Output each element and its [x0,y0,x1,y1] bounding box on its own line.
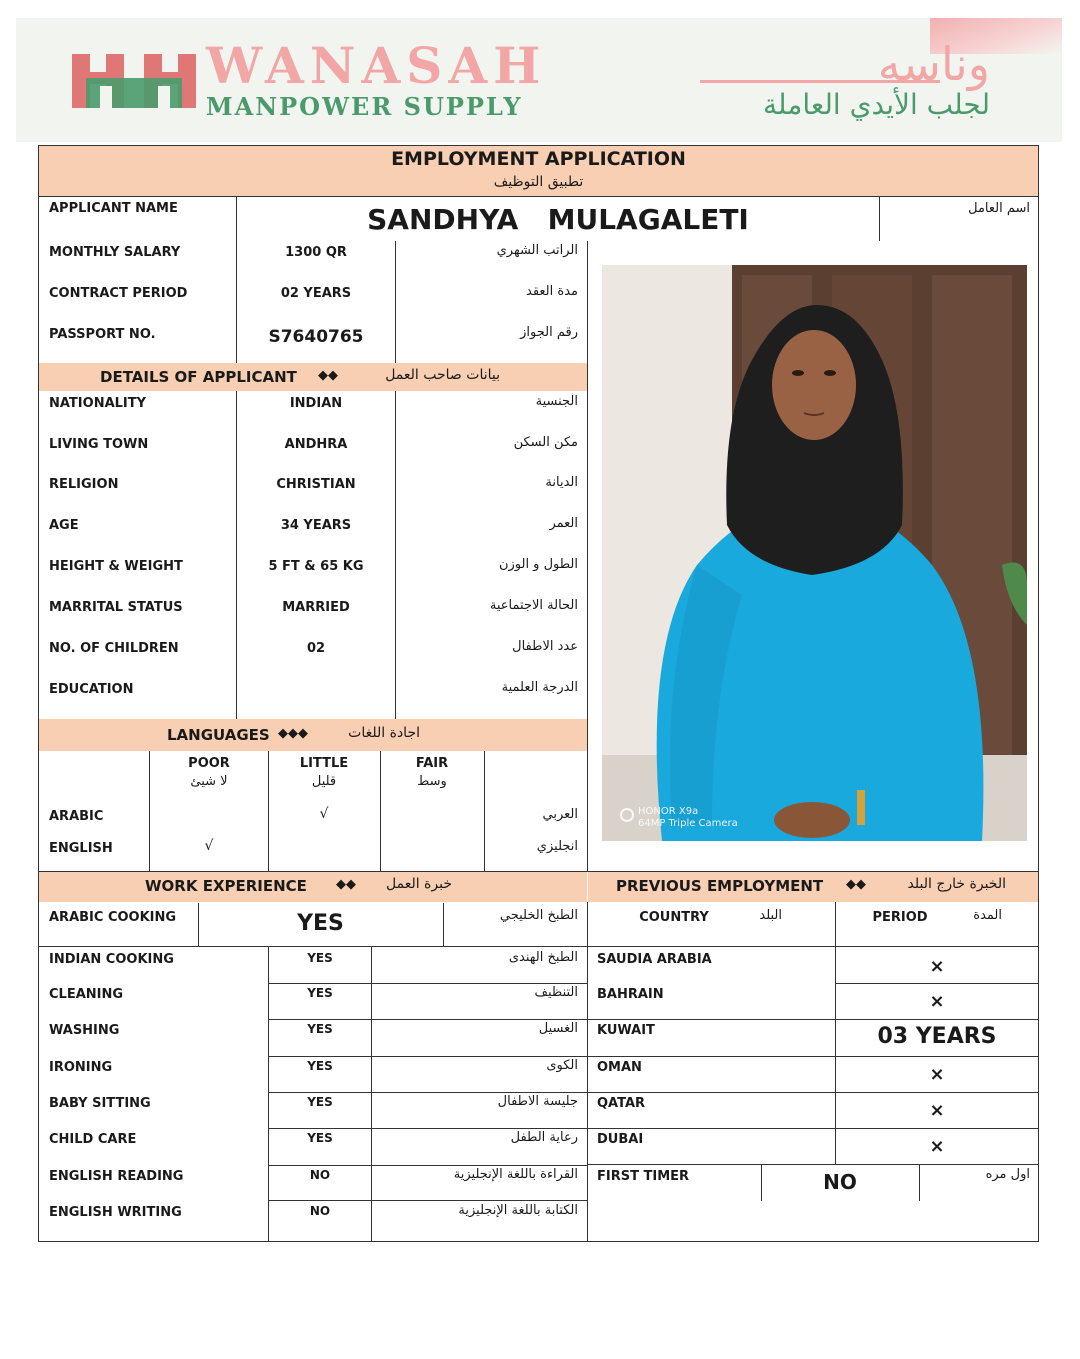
divider [39,946,587,947]
country-oman: OMAN [597,1060,642,1075]
languages-header-arabic: اجادة اللغات [348,725,420,741]
arabic-cooking-label-arabic: الطبخ الخليجي [499,908,578,923]
form-title: EMPLOYMENT APPLICATION [391,148,686,170]
divider [268,1165,587,1166]
divider [39,196,1038,197]
monthly-salary-label-arabic: الراتب الشهري [496,243,578,258]
period-column-header: PERIOD [872,910,928,925]
children-label-arabic: عدد الاطفال [512,639,578,654]
country-kuwait: KUWAIT [597,1023,655,1038]
divider [588,946,1038,947]
baby-sitting-label-arabic: جليسة الاطفال [497,1094,578,1109]
applicant-photo [602,265,1027,841]
divider [588,1019,1038,1020]
living-town-label-arabic: مكن السكن [513,435,578,450]
work-header: WORK EXPERIENCE [145,877,307,895]
camera-watermark-icon [620,808,634,822]
arabic-cooking-label: ARABIC COOKING [49,910,177,925]
child-care-label: CHILD CARE [49,1132,137,1147]
language-arabic-label-arabic: العربي [542,807,578,822]
arabic-cooking-value: YES [297,911,344,936]
languages-band [39,719,587,751]
height-weight-value: 5 FT & 65 KG [268,559,364,574]
brand-arabic-underline [700,80,940,83]
indian-cooking-label: INDIAN COOKING [49,952,174,967]
religion-value: CHRISTIAN [276,477,356,492]
monthly-salary-label: MONTHLY SALARY [49,245,181,260]
camera-watermark-model: HONOR X9a [638,806,699,817]
form-title-arabic: تطبيق التوظيف [493,174,584,190]
level-poor-arabic: لا شيئ [190,774,228,789]
applicant-name: SANDHYA MULAGALETI [367,203,749,236]
level-fair: FAIR [415,756,449,771]
level-little: LITTLE [299,756,349,771]
languages-header: LANGUAGES [167,726,270,744]
marital-status-label: MARRITAL STATUS [49,600,183,615]
ironing-value: YES [307,1059,333,1073]
country-bahrain: BAHRAIN [597,987,664,1002]
level-poor: POOR [188,756,230,771]
country-column-header: COUNTRY [639,910,709,925]
period-oman: × [929,1064,945,1085]
divider [268,1056,587,1057]
ironing-label: IRONING [49,1060,113,1075]
contract-period-label-arabic: مدة العقد [526,284,578,299]
divider [587,241,588,871]
divider [268,1128,587,1129]
height-weight-label: HEIGHT & WEIGHT [49,559,183,574]
country-dubai: DUBAI [597,1132,644,1147]
passport-label: PASSPORT NO. [49,327,156,342]
age-label: AGE [49,518,79,533]
applicant-name-label-arabic: اسم العامل [968,201,1030,216]
divider [268,1200,587,1201]
applicant-name-label: APPLICANT NAME [49,201,178,216]
contract-period-label: CONTRACT PERIOD [49,286,188,301]
living-town-label: LIVING TOWN [49,437,149,452]
english-writing-label-arabic: الكتابة باللغة الإنجليزية [458,1203,578,1218]
divider [835,983,1038,984]
monthly-salary-value: 1300 QR [285,245,347,260]
passport-value: S7640765 [268,327,364,347]
divider [588,1056,1038,1057]
details-header: DETAILS OF APPLICANT [100,368,297,386]
first-timer-label: FIRST TIMER [597,1169,690,1184]
baby-sitting-value: YES [307,1095,333,1109]
english-reading-label: ENGLISH READING [49,1169,184,1184]
language-english-label-arabic: انجليزي [536,839,578,854]
passport-label-arabic: رقم الجواز [520,325,578,340]
english-writing-value: NO [309,1204,331,1218]
period-bahrain: × [929,991,945,1012]
brand-name: WANASAH [206,36,547,95]
language-arabic-label: ARABIC [49,809,104,824]
cleaning-label: CLEANING [49,987,124,1002]
english-writing-label: ENGLISH WRITING [49,1205,182,1220]
first-timer-value: NO [823,1170,857,1194]
nationality-label: NATIONALITY [49,396,147,411]
divider [268,1092,587,1093]
arabic-little-check: √ [319,806,329,822]
marital-status-value: MARRIED [282,600,350,615]
education-label: EDUCATION [49,682,134,697]
english-reading-value: NO [309,1168,331,1182]
children-label: NO. OF CHILDREN [49,641,179,656]
nationality-value: INDIAN [289,396,343,411]
divider [588,1092,1038,1093]
previous-employment-header-arabic: الخبرة خارج البلد [907,876,1006,892]
country-qatar: QATAR [597,1096,646,1111]
cleaning-label-arabic: التنظيف [534,985,578,1000]
divider [588,1128,1038,1129]
age-label-arabic: العمر [549,516,578,531]
logo-mark-icon [70,50,200,112]
languages-diamonds: ◆◆◆ [278,726,308,741]
brand-tagline: MANPOWER SUPPLY [206,92,523,121]
previous-employment-header: PREVIOUS EMPLOYMENT [616,877,824,895]
marital-status-label-arabic: الحالة الاجتماعية [489,598,578,613]
brand-name-arabic: وناسه [877,37,990,91]
divider [268,983,587,984]
baby-sitting-label: BABY SITTING [49,1096,151,1111]
level-fair-arabic: وسط [417,774,447,789]
english-reading-label-arabic: القراءة باللغة الإنجليزية [453,1167,578,1182]
first-timer-label-arabic: اول مره [985,1167,1030,1182]
religion-label: RELIGION [49,477,119,492]
divider [587,902,588,1242]
country-saudi: SAUDIA ARABIA [597,952,712,967]
washing-label: WASHING [49,1023,120,1038]
details-header-arabic: بيانات صاحب العمل [385,367,500,383]
work-diamonds: ◆◆ [336,877,356,892]
height-weight-label-arabic: الطول و الوزن [498,557,578,572]
indian-cooking-value: YES [307,951,333,965]
nationality-label-arabic: الجنسية [535,394,578,409]
religion-label-arabic: الديانة [545,475,578,490]
applicant-photo-illustration [602,265,1027,841]
period-dubai: × [929,1136,945,1157]
child-care-label-arabic: رعاية الطفل [510,1130,578,1145]
divider [268,1019,587,1020]
living-town-value: ANDHRA [284,437,348,452]
period-saudi: × [929,956,945,977]
period-column-header-arabic: المدة [973,908,1002,923]
children-value: 02 [306,641,326,656]
ironing-label-arabic: الكوى [546,1058,578,1073]
washing-label-arabic: الغسيل [538,1021,578,1036]
prev-diamonds: ◆◆ [846,877,866,892]
work-band [39,872,587,902]
washing-value: YES [307,1022,333,1036]
indian-cooking-label-arabic: الطبخ الهندى [508,950,578,965]
camera-watermark-desc: 64MP Triple Camera [638,818,738,829]
period-qatar: × [929,1100,945,1121]
age-value: 34 YEARS [280,518,352,533]
details-diamonds: ◆◆ [318,368,338,383]
level-little-arabic: قليل [311,774,337,789]
education-label-arabic: الدرجة العلمية [501,680,578,695]
country-column-header-arabic: البلد [759,908,782,923]
contract-period-value: 02 YEARS [280,286,352,301]
english-poor-check: √ [204,838,214,854]
period-kuwait: 03 YEARS [877,1024,997,1049]
cleaning-value: YES [307,986,333,1000]
divider [588,1164,1038,1165]
work-header-arabic: خبرة العمل [386,876,452,892]
brand-tagline-arabic: لجلب الأيدي العاملة [763,88,990,121]
language-english-label: ENGLISH [49,841,113,856]
child-care-value: YES [307,1131,333,1145]
